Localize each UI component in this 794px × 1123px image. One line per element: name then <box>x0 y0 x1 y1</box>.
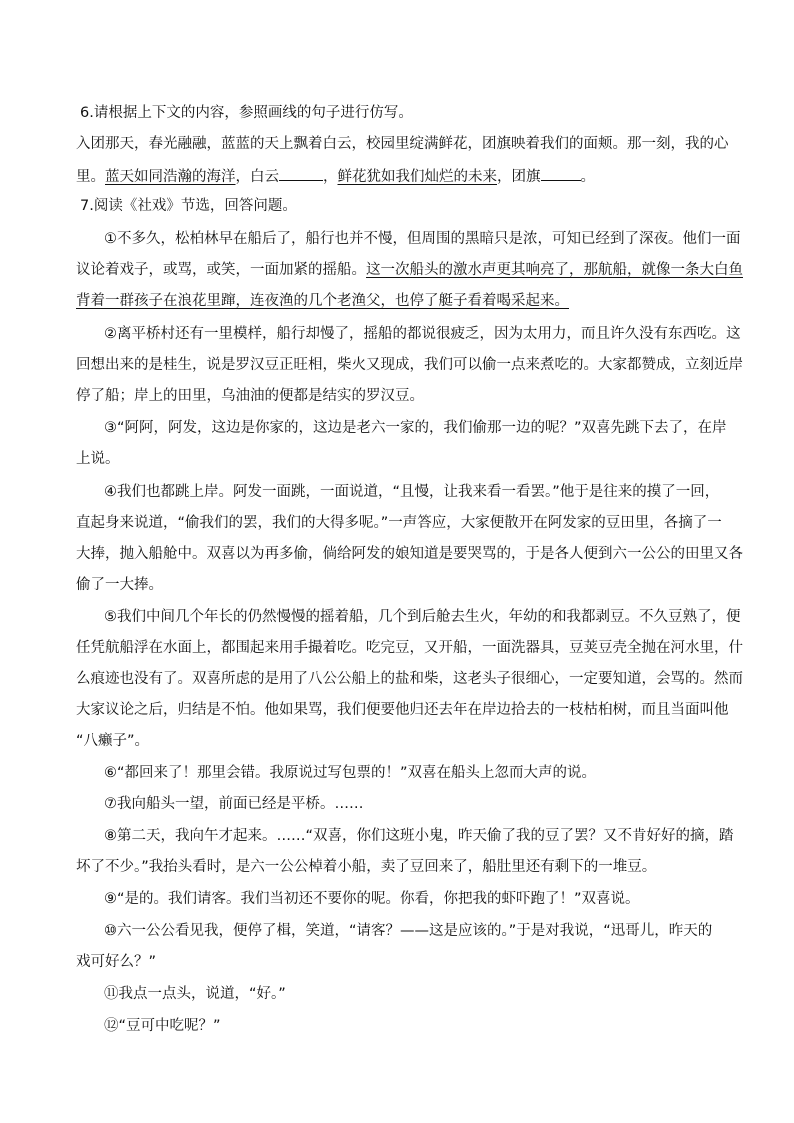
paragraph-2-line-3: 停了船；岸上的田里，乌油油的便都是结实的罗汉豆。 <box>76 388 424 404</box>
question-7-prompt: 7.阅读《社戏》节选，回答问题。 <box>80 198 297 214</box>
paragraph-4-line-3: 大捧，抛入船舱中。双喜以为再多偷，倘给阿发的娘知道是要哭骂的，于是各人便到六一公公的田里又各 <box>76 546 743 562</box>
paragraph-2-line-1: ②离平桥村还有一里模样，船行却慢了，摇船的都说很疲乏，因为太用力，而且许久没有东西吃。这 <box>104 326 741 342</box>
text: ， <box>323 169 338 185</box>
paragraph-5-line-2: 任凭航船浮在水面上，都围起来用手撮着吃。吃完豆，又开船，一面洗器具，豆荚豆壳全抛在河水里，什 <box>76 640 743 656</box>
paragraph-9: ⑨“是的。我们请客。我们当初还不要你的呢。你看，你把我的虾吓跑了！”双喜说。 <box>104 891 640 907</box>
text: ，白云 <box>235 169 279 185</box>
paragraph-3-line-2: 上说。 <box>76 451 120 467</box>
text: 议论着戏子，或骂，或笑，一面加紧的摇船。 <box>76 262 366 278</box>
underlined-model-sentence: 蓝天如同浩瀚的海洋 <box>105 169 236 185</box>
paragraph-10-line-1: ⑩六一公公看见我，便停了楫，笑道，“请客？——这是应该的。”于是对我说，“迅哥儿，昨天的 <box>104 923 713 939</box>
paragraph-6: ⑥“都回来了！那里会错。我原说过写包票的！”双喜在船头上忽而大声的说。 <box>104 765 597 781</box>
paragraph-4-line-1: ④我们也都跳上岸。阿发一面跳，一面说道，“且慢，让我来看一看罢。”他于是往来的摸了一回， <box>104 484 720 500</box>
paragraph-2-line-2: 回想出来的是桂生，说是罗汉豆正旺相，柴火又现成，我们可以偷一点来煮吃的。大家都赞成，立刻近岸 <box>76 357 743 373</box>
paragraph-8-line-2: 坏了不少。”我抬头看时，是六一公公棹着小船，卖了豆回来了，船肚里还有剩下的一堆豆。 <box>76 859 657 875</box>
paragraph-12: ⑫“豆可中吃呢？” <box>104 1018 221 1034</box>
underlined-sentence: 这一次船头的激水声更其响亮了，那航船，就像一条大白鱼 <box>366 262 743 278</box>
paragraph-5-line-5: “八癞子”。 <box>76 733 150 749</box>
answer-blank-1[interactable] <box>279 165 323 181</box>
question-6-passage-line-2 <box>76 165 595 187</box>
paragraph-4-line-4: 偷了一大捧。 <box>76 577 163 593</box>
paragraph-7: ⑦我向船头一望，前面已经是平桥。…… <box>104 796 364 812</box>
paragraph-1-line-1: ①不多久，松柏林早在船后了，船行也并不慢，但周围的黑暗只是浓，可知已经到了深夜。他们一面 <box>104 231 741 247</box>
paragraph-11: ⑪我点一点头，说道，“好。” <box>104 986 286 1002</box>
paragraph-8-line-1: ⑧第二天，我向午才起来。……“双喜，你们这班小鬼，昨天偷了我的豆了罢？又不肯好好的摘，踏 <box>104 828 734 844</box>
text: 。 <box>580 169 595 185</box>
paragraph-10-line-2: 戏可好么？” <box>76 954 157 970</box>
text: 里。 <box>76 169 105 185</box>
paragraph-3-line-1: ③“阿阿，阿发，这边是你家的，这边是老六一家的，我们偷那一边的呢？”双喜先跳下去了，在岸 <box>104 420 727 436</box>
answer-blank-2[interactable] <box>541 165 581 181</box>
text: ，团旗 <box>497 169 541 185</box>
paragraph-5-line-4: 大家议论之后，归结是不怕。他如果骂，我们便要他归还去年在岸边拾去的一枝枯桕树，而且当面叫他 <box>76 702 729 718</box>
question-6-passage-line-1: 入团那天，春光融融，蓝蓝的天上飘着白云，校园里绽满鲜花，团旗映着我们的面颊。那一刻，我的心 <box>76 136 729 152</box>
underlined-model-sentence-2: 鲜花犹如我们灿烂的未来 <box>337 169 497 185</box>
question-6-prompt: 6.请根据上下文的内容，参照画线的句子进行仿写。 <box>80 105 413 121</box>
paragraph-4-line-2: 直起身来说道，“偷我们的罢，我们的大得多呢。”一声答应，大家便散开在阿发家的豆田里，各摘了一 <box>76 515 722 531</box>
paragraph-1-line-2 <box>76 260 743 280</box>
paragraph-5-line-3: 么痕迹也没有了。双喜所虑的是用了八公公船上的盐和柴，这老头子很细心，一定要知道，会骂的。然而 <box>76 671 743 687</box>
paragraph-1-line-3: 背着一群孩子在浪花里蹿，连夜渔的几个老渔父，也停了艇子看着喝采起来。 <box>76 293 569 309</box>
paragraph-5-line-1: ⑤我们中间几个年长的仍然慢慢的摇着船，几个到后舱去生火，年幼的和我都剥豆。不久豆熟了，便 <box>104 609 741 625</box>
